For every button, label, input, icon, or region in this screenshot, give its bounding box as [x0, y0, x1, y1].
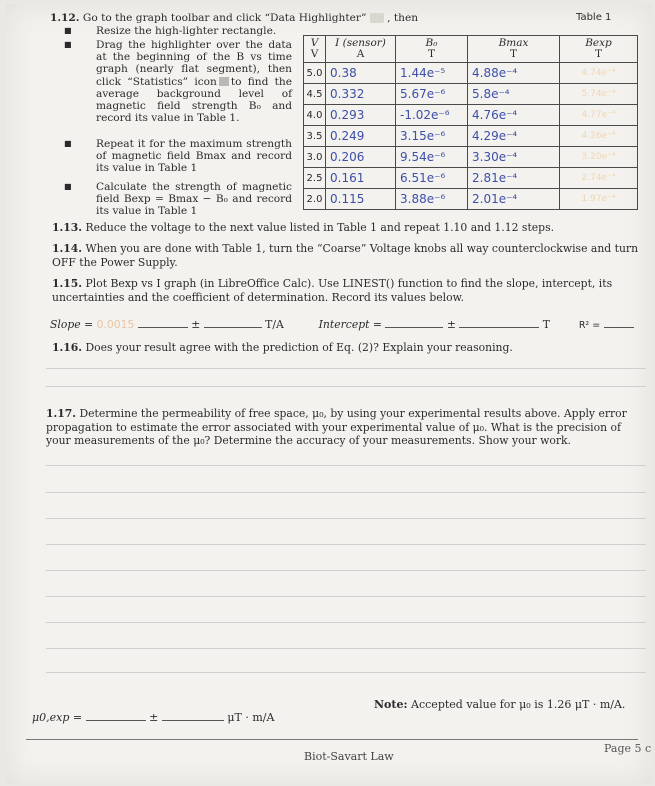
mu0-uncertainty-blank[interactable]: [162, 720, 224, 721]
cell-b0[interactable]: 6.51e⁻⁶: [396, 168, 468, 189]
statistics-icon: [219, 77, 229, 86]
cell-v: 2.0: [304, 189, 326, 210]
slope-blank[interactable]: [138, 327, 188, 328]
table-row: [304, 105, 638, 126]
col-header: V V: [304, 36, 326, 63]
cell-bexp[interactable]: 4.74e⁻⁴: [560, 63, 638, 84]
cell-b0[interactable]: 5.67e⁻⁶: [396, 84, 468, 105]
table-row: [304, 84, 638, 105]
mu0-value-blank[interactable]: [86, 720, 146, 721]
cell-bmax[interactable]: 2.81e⁻⁴: [468, 168, 560, 189]
cell-bmax[interactable]: 3.30e⁻⁴: [468, 147, 560, 168]
mu0-exp-line: μ0,exp = ± μT · m/A: [32, 711, 275, 724]
col-header: I (sensor) A: [326, 36, 396, 63]
table-1: [303, 35, 638, 210]
cell-bexp[interactable]: 1.97e⁻⁴: [560, 189, 638, 210]
cell-i[interactable]: 0.38: [326, 63, 396, 84]
highlighter-icon: [370, 13, 384, 23]
cell-v: 2.5: [304, 168, 326, 189]
bullet-icon: ■: [64, 40, 72, 49]
bullet-icon: ■: [64, 26, 72, 35]
cell-v: 3.5: [304, 126, 326, 147]
table-header-row: [304, 36, 638, 63]
table-row: [304, 168, 638, 189]
cell-bmax[interactable]: 4.76e⁻⁴: [468, 105, 560, 126]
footer-title: Biot-Savart Law: [304, 750, 394, 763]
cell-bmax[interactable]: 5.8e⁻⁴: [468, 84, 560, 105]
q113-text: 1.13. Reduce the voltage to the next value listed in Table 1 and repeat 1.10 and 1.12 steps.: [52, 221, 555, 234]
table-row: [304, 147, 638, 168]
cell-bmax[interactable]: 2.01e⁻⁴: [468, 189, 560, 210]
cell-b0[interactable]: 1.44e⁻⁵: [396, 63, 468, 84]
footer-rule: [26, 739, 638, 740]
cell-b0[interactable]: -1.02e⁻⁶: [396, 105, 468, 126]
intercept-uncertainty-blank[interactable]: [459, 327, 539, 328]
table-row: [304, 189, 638, 210]
q112-heading: 1.12. Go to the graph toolbar and click “Data Highlighter” , then: [50, 12, 419, 24]
bullet-icon: ■: [64, 182, 72, 191]
table-row: [304, 63, 638, 84]
table-row: [304, 126, 638, 147]
cell-i[interactable]: 0.332: [326, 84, 396, 105]
slope-uncertainty-blank[interactable]: [204, 327, 262, 328]
cell-bexp[interactable]: 2.74e⁻⁴: [560, 168, 638, 189]
table-caption: Table 1: [576, 12, 612, 23]
q115-text: 1.15. Plot Bexp vs I graph (in LibreOffice Calc). Use LINEST() function to find the slope, intercept, its uncertainties and the coefficient of determination. Record its values below.: [52, 277, 613, 304]
cell-bexp[interactable]: 4.77e⁻⁴: [560, 105, 638, 126]
cell-i[interactable]: 0.161: [326, 168, 396, 189]
worksheet-page: [6, 4, 652, 784]
cell-i[interactable]: 0.206: [326, 147, 396, 168]
cell-bexp[interactable]: 4.26e⁻⁴: [560, 126, 638, 147]
cell-v: 5.0: [304, 63, 326, 84]
accepted-value-note: Note: Accepted value for μ₀ is 1.26 μT · m/A.: [374, 698, 626, 711]
col-header: Bmax T: [468, 36, 560, 63]
col-header: B₀ T: [396, 36, 468, 63]
cell-v: 4.0: [304, 105, 326, 126]
q116-text: 1.16. Does your result agree with the prediction of Eq. (2)? Explain your reasoning.: [52, 341, 513, 354]
slope-value[interactable]: 0.0015: [96, 318, 135, 331]
cell-v: 3.0: [304, 147, 326, 168]
q114-text: 1.14. When you are done with Table 1, turn the “Coarse” Voltage knobs all way counterclockwise and turn OFF the Power Supply.: [52, 242, 639, 269]
cell-v: 4.5: [304, 84, 326, 105]
step-repeat: Repeat it for the maximum strength of magnetic field Bmax and record its value in Table 1: [96, 138, 292, 175]
intercept-blank[interactable]: [385, 327, 443, 328]
cell-b0[interactable]: 3.88e⁻⁶: [396, 189, 468, 210]
col-header: Bexp T: [560, 36, 638, 63]
step-resize: Resize the high-lighter rectangle.: [96, 25, 277, 37]
step-drag: Drag the highlighter over the data at the beginning of the B vs time graph (nearly flat segment), then click “Statistics” icon to find the average background level of magnetic field strength B₀ and record its value in Table 1.: [96, 39, 292, 125]
r2-blank[interactable]: [604, 327, 634, 328]
bullet-icon: ■: [64, 139, 72, 148]
cell-bexp[interactable]: 3.20e⁻⁴: [560, 147, 638, 168]
cell-i[interactable]: 0.293: [326, 105, 396, 126]
cell-i[interactable]: 0.115: [326, 189, 396, 210]
cell-b0[interactable]: 3.15e⁻⁶: [396, 126, 468, 147]
cell-b0[interactable]: 9.54e⁻⁶: [396, 147, 468, 168]
cell-bmax[interactable]: 4.29e⁻⁴: [468, 126, 560, 147]
page-number: Page 5 c: [604, 742, 652, 755]
cell-bexp[interactable]: 5.74e⁻⁴: [560, 84, 638, 105]
cell-bmax[interactable]: 4.88e⁻⁴: [468, 63, 560, 84]
fit-results-line: Slope = 0.0015 ± T/A Intercept = ± T R² =: [50, 318, 650, 331]
q117-text: 1.17. Determine the permeability of free space, μ₀, by using your experimental results above. Apply error propagation to estimate the error associated with your experimental value of μ₀. What is the precision of your measurements of the μ₀? Determine the accuracy of your measurements. Show your work.: [46, 407, 627, 448]
step-calculate: Calculate the strength of magnetic field Bexp = Bmax − B₀ and record its value in Table 1: [96, 181, 292, 218]
cell-i[interactable]: 0.249: [326, 126, 396, 147]
